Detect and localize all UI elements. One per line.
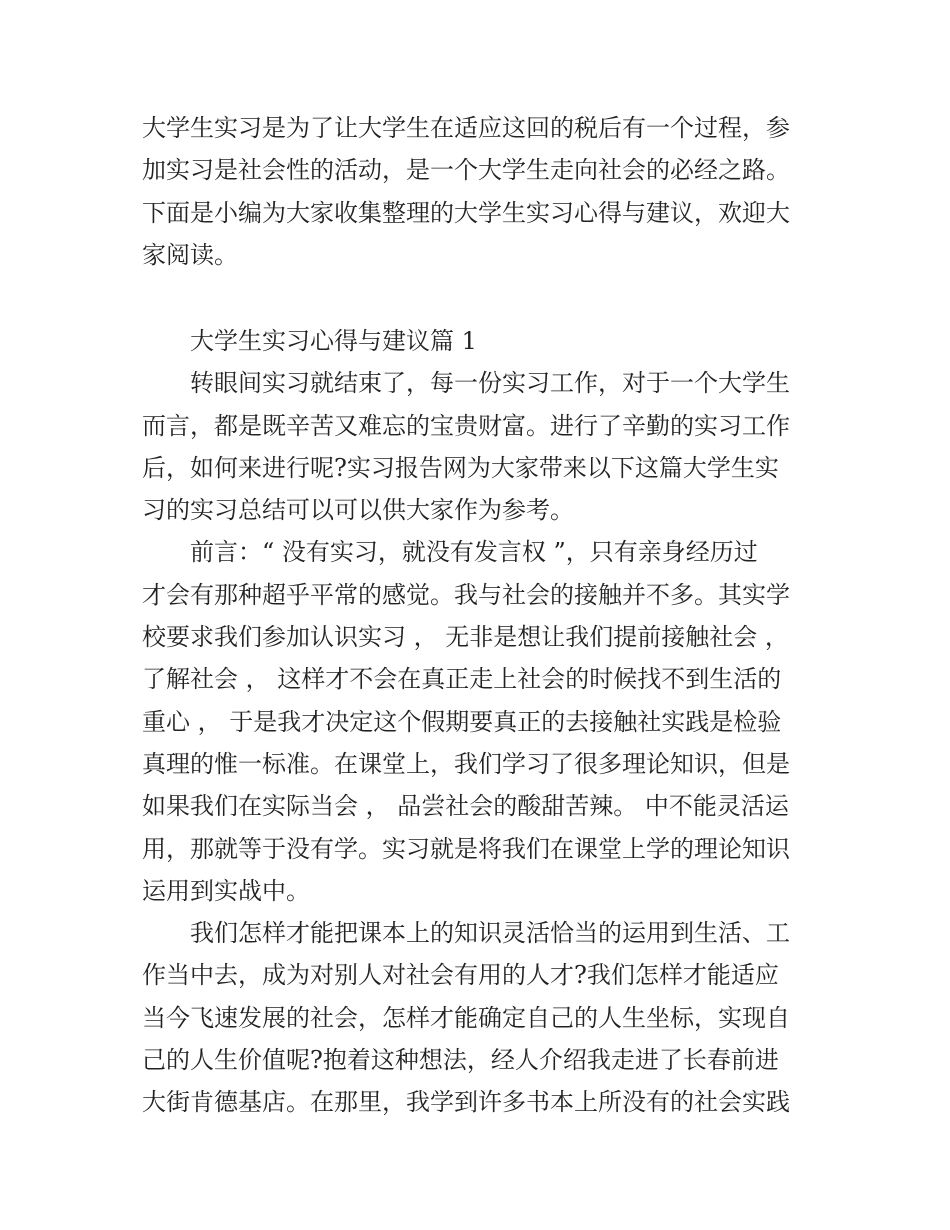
text-line: 如果我们在实际当会 ， 品尝社会的酸甜苦辣。 中不能灵活运 [142,792,789,821]
article-body [142,320,814,1124]
text-line: 校要求我们参加认识实习 ， 无非是想让我们提前接触社会 ， [142,623,789,652]
text-line: 家阅读。 [142,240,238,269]
text-line: 大街肯德基店。在那里，我学到许多书本上所没有的社会实践 [142,1088,790,1117]
text-line: 后，如何来进行呢?实习报告网为大家带来以下这篇大学生实 [142,453,779,482]
text-line: 重心 ， 于是我才决定这个假期要真正的去接触社实践是检验 [142,707,782,736]
text-line: 转眼间实习就结束了，每一份实习工作，对于一个大学生 [190,369,790,398]
text-line: 己的人生价值呢?抱着这种想法，经人介绍我走进了长春前进 [142,1046,779,1075]
article-title: 大学生实习心得与建议篇 1 [190,327,477,355]
intro-paragraph [142,107,814,276]
text-line: 用，那就等于没有学。实习就是将我们在课堂上学的理论知识 [142,834,790,863]
text-line: 运用到实战中。 [142,876,310,905]
text-line: 而言，都是既辛苦又难忘的宝贵财富。进行了辛勤的实习工作 [142,411,790,440]
text-line: 习的实习总结可以可以供大家作为参考。 [142,496,574,525]
text-line: 作当中去，成为对别人对社会有用的人才?我们怎样才能适应 [142,961,779,990]
text-line: 下面是小编为大家收集整理的大学生实习心得与建议，欢迎大 [142,198,790,227]
text-line: 我们怎样才能把课本上的知识灵活恰当的运用到生活、工 [190,919,790,948]
text-line: 才会有那种超乎平常的感觉。我与社会的接触并不多。其实学 [142,580,790,609]
text-line: 当今飞速发展的社会，怎样才能确定自己的人生坐标，实现自 [142,1003,790,1032]
text-line: 真理的惟一标准。在课堂上，我们学习了很多理论知识，但是 [142,749,790,778]
text-line: 了解社会 ， 这样才不会在真正走上社会的时候找不到生活的 [142,665,782,694]
text-line: 大学生实习是为了让大学生在适应这回的税后有一个过程，参 [142,114,790,142]
text-line: 前言：“ 没有实习，就没有发言权 ”，只有亲身经历过 [190,538,758,567]
text-line: 加实习是社会性的活动，是一个大学生走向社会的必经之路。 [142,156,790,185]
